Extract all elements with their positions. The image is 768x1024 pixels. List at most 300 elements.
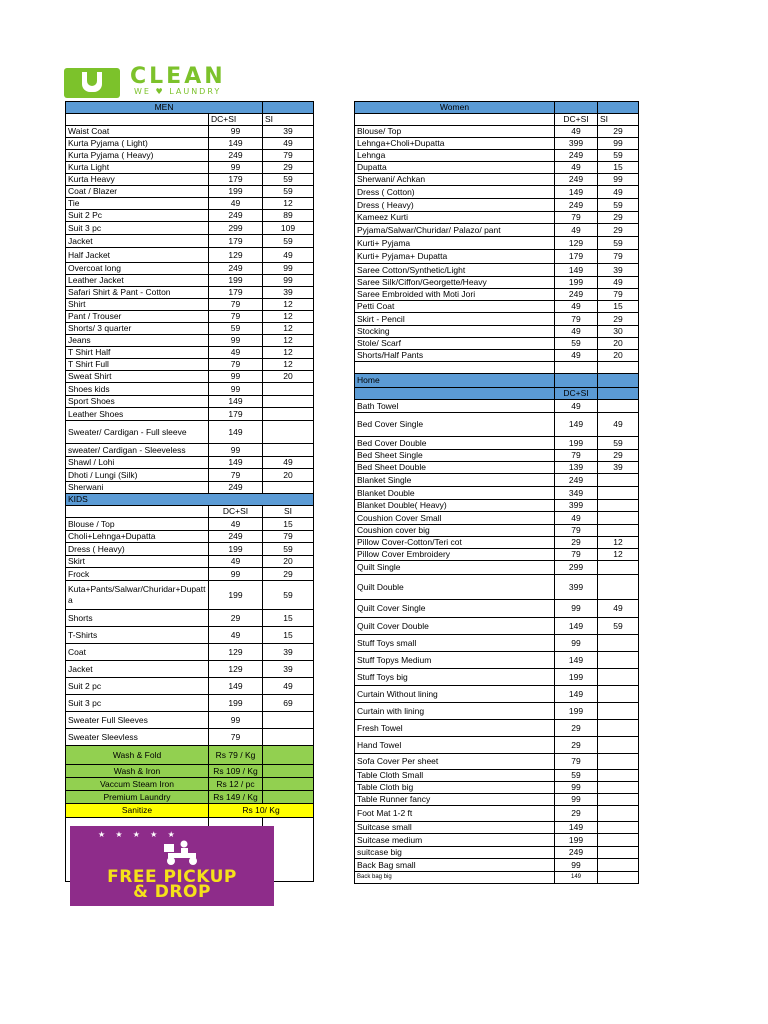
item-name: Table Cloth Small (355, 770, 555, 782)
col-si: SI (263, 506, 314, 518)
item-name: Pant / Trouser (66, 311, 209, 323)
item-name: T-Shirts (66, 627, 209, 644)
price-dcsi: 59 (209, 323, 263, 335)
col-dcsi: DC+SI (209, 506, 263, 518)
price-si: 49 (598, 277, 639, 289)
item-name: T Shirt Full (66, 359, 209, 371)
price-dcsi: 29 (555, 537, 598, 549)
table-row (66, 347, 314, 359)
table-row (355, 822, 639, 834)
table-row (66, 371, 314, 383)
table-row (66, 408, 314, 421)
price-dcsi: 199 (555, 703, 598, 720)
item-name: Sweater Sleevless (66, 729, 209, 746)
price-si (598, 635, 639, 652)
table-row (66, 275, 314, 287)
price-si: 59 (263, 543, 314, 556)
price-dcsi: 149 (555, 186, 598, 199)
item-name: Half Jacket (66, 248, 209, 263)
price-si (598, 770, 639, 782)
price-si (263, 408, 314, 421)
item-name: Table Runner fancy (355, 794, 555, 806)
item-name: Safari Shirt & Pant - Cotton (66, 287, 209, 299)
price-si: 89 (263, 210, 314, 222)
service-price: Rs 149 / Kg (209, 791, 263, 804)
item-name: Pillow Cover-Cotton/Teri cot (355, 537, 555, 549)
price-dcsi: 149 (209, 421, 263, 444)
price-dcsi: 249 (555, 150, 598, 162)
empty-cell (355, 114, 555, 126)
price-si: 12 (263, 347, 314, 359)
item-name: Dress ( Heavy) (66, 543, 209, 556)
table-row (66, 627, 314, 644)
brand-tagline: WE ♥ LAUNDRY (134, 87, 222, 96)
item-name: Dress ( Cotton) (355, 186, 555, 199)
price-dcsi: 79 (209, 311, 263, 323)
empty-cell (598, 388, 639, 400)
empty-cell (555, 102, 598, 114)
price-si: 29 (598, 313, 639, 326)
price-dcsi: 49 (209, 518, 263, 531)
price-si: 20 (263, 556, 314, 568)
table-row (66, 235, 314, 248)
left-price-table (65, 101, 314, 882)
price-dcsi: 249 (209, 263, 263, 275)
table-row (355, 277, 639, 289)
item-name: Pyjama/Salwar/Churidar/ Palazo/ pant (355, 224, 555, 237)
table-row (66, 287, 314, 299)
table-row (66, 469, 314, 482)
table-row (355, 326, 639, 338)
price-dcsi: 149 (555, 686, 598, 703)
price-dcsi: 99 (555, 635, 598, 652)
table-row (66, 444, 314, 457)
item-name: Kameez Kurti (355, 212, 555, 224)
table-row (355, 782, 639, 794)
price-dcsi: 79 (209, 469, 263, 482)
table-row (355, 437, 639, 450)
price-si (598, 794, 639, 806)
price-si (263, 729, 314, 746)
table-row (355, 174, 639, 186)
price-dcsi: 199 (555, 834, 598, 847)
item-name: Lehnga+Choli+Dupatta (355, 138, 555, 150)
item-name: T Shirt Half (66, 347, 209, 359)
price-si: 39 (263, 644, 314, 661)
service-row (66, 746, 314, 765)
item-name: Sofa Cover Per sheet (355, 754, 555, 770)
price-si (598, 561, 639, 575)
price-dcsi: 179 (209, 408, 263, 421)
price-si: 15 (598, 301, 639, 313)
table-row (355, 450, 639, 462)
item-name: Suitcase medium (355, 834, 555, 847)
empty-cell (66, 114, 209, 126)
table-row (355, 686, 639, 703)
price-dcsi: 249 (209, 150, 263, 162)
section-header-row (355, 374, 639, 388)
table-row (355, 264, 639, 277)
price-si: 99 (598, 138, 639, 150)
item-name: Dupatta (355, 162, 555, 174)
stars-icon: ★ ★ ★ ★ ★ (98, 830, 179, 839)
table-row (66, 396, 314, 408)
price-dcsi: 129 (209, 661, 263, 678)
table-row (355, 806, 639, 822)
table-row (355, 500, 639, 512)
price-dcsi: 99 (209, 444, 263, 457)
item-name: Blanket Double (355, 487, 555, 500)
price-si: 39 (263, 126, 314, 138)
table-row (355, 575, 639, 600)
empty-cell (263, 746, 314, 765)
table-row (66, 581, 314, 610)
price-dcsi: 199 (555, 437, 598, 450)
item-name: Choli+Lehnga+Dupatta (66, 531, 209, 543)
table-row (66, 556, 314, 568)
price-dcsi: 179 (209, 287, 263, 299)
table-row (355, 289, 639, 301)
column-header-row (355, 388, 639, 400)
price-dcsi: 79 (555, 754, 598, 770)
price-si (598, 720, 639, 737)
service-name: Vaccum Steam Iron (66, 778, 209, 791)
price-dcsi: 49 (555, 512, 598, 525)
table-row (66, 695, 314, 712)
col-dcsi: DC+SI (555, 388, 598, 400)
table-row (66, 126, 314, 138)
item-name: Jacket (66, 661, 209, 678)
price-si (598, 859, 639, 872)
item-name: Coat / Blazer (66, 186, 209, 198)
price-dcsi: 49 (555, 301, 598, 313)
section-title: Women (355, 102, 555, 114)
item-name: Suit 3 pc (66, 695, 209, 712)
col-si: SI (263, 114, 314, 126)
col-dcsi: DC+SI (555, 114, 598, 126)
price-si: 49 (598, 600, 639, 618)
table-row (355, 474, 639, 487)
item-name: Quilt Single (355, 561, 555, 575)
price-dcsi: 249 (209, 210, 263, 222)
empty-row (355, 362, 639, 374)
item-name: Blanket Single (355, 474, 555, 487)
item-name: Shorts/Half Pants (355, 350, 555, 362)
item-name: Sweater/ Cardigan - Full sleeve (66, 421, 209, 444)
price-dcsi: 49 (555, 126, 598, 138)
price-dcsi: 129 (209, 644, 263, 661)
table-row (355, 549, 639, 561)
table-row (355, 462, 639, 474)
price-dcsi: 139 (555, 462, 598, 474)
table-row (355, 512, 639, 525)
empty-cell (555, 374, 598, 388)
item-name: Blouse/ Top (355, 126, 555, 138)
item-name: Suit 2 pc (66, 678, 209, 695)
price-dcsi: 399 (555, 500, 598, 512)
price-dcsi: 129 (209, 248, 263, 263)
price-si: 49 (263, 678, 314, 695)
empty-cell (598, 362, 639, 374)
table-row (355, 162, 639, 174)
table-row (355, 400, 639, 413)
table-row (355, 350, 639, 362)
price-dcsi: 99 (555, 782, 598, 794)
empty-cell (598, 102, 639, 114)
price-dcsi: 49 (209, 347, 263, 359)
item-name: Stocking (355, 326, 555, 338)
price-si: 49 (598, 186, 639, 199)
column-header-row (66, 506, 314, 518)
price-dcsi: 79 (555, 313, 598, 326)
item-name: Dress ( Heavy) (355, 199, 555, 212)
u-logo-icon (64, 68, 120, 98)
item-name: suitcase big (355, 847, 555, 859)
table-row (66, 138, 314, 150)
price-dcsi: 199 (209, 543, 263, 556)
table-row (66, 323, 314, 335)
price-si (598, 575, 639, 600)
price-si: 49 (263, 138, 314, 150)
table-row (66, 712, 314, 729)
price-dcsi: 79 (209, 729, 263, 746)
item-name: Jeans (66, 335, 209, 347)
item-name: Bed Sheet Single (355, 450, 555, 462)
item-name: Stuff Toys small (355, 635, 555, 652)
item-name: Stuff Toys big (355, 669, 555, 686)
price-dcsi: 79 (555, 525, 598, 537)
price-dcsi: 399 (555, 138, 598, 150)
table-row (66, 421, 314, 444)
price-si: 79 (598, 289, 639, 301)
table-row (355, 126, 639, 138)
section-title: KIDS (66, 494, 314, 506)
price-si (598, 737, 639, 754)
item-name: Table Cloth big (355, 782, 555, 794)
price-si: 29 (263, 568, 314, 581)
table-row (355, 537, 639, 549)
item-name: Waist Coat (66, 126, 209, 138)
price-si: 99 (263, 263, 314, 275)
item-name: sweater/ Cardigan - Sleeveless (66, 444, 209, 457)
price-dcsi: 49 (209, 198, 263, 210)
item-name: Bath Towel (355, 400, 555, 413)
item-name: Kurti+ Pyjama (355, 237, 555, 250)
item-name: Quilt Cover Double (355, 618, 555, 635)
price-si: 109 (263, 222, 314, 235)
price-si: 15 (263, 627, 314, 644)
price-dcsi: 29 (555, 737, 598, 754)
price-si (598, 703, 639, 720)
price-si: 29 (598, 224, 639, 237)
item-name: Sport Shoes (66, 396, 209, 408)
item-name: Frock (66, 568, 209, 581)
price-si (598, 525, 639, 537)
price-si: 12 (598, 537, 639, 549)
table-row (355, 703, 639, 720)
table-row (66, 568, 314, 581)
item-name: Shoes kids (66, 383, 209, 396)
item-name: Sherwani/ Achkan (355, 174, 555, 186)
price-dcsi: 249 (555, 199, 598, 212)
price-dcsi: 29 (555, 720, 598, 737)
price-dcsi: 99 (209, 712, 263, 729)
price-si: 49 (263, 248, 314, 263)
price-si: 12 (263, 359, 314, 371)
item-name: Jacket (66, 235, 209, 248)
table-row (355, 487, 639, 500)
price-dcsi: 99 (209, 335, 263, 347)
brand-name: CLEAN (130, 64, 226, 89)
item-name: Lehnga (355, 150, 555, 162)
price-si: 29 (598, 212, 639, 224)
service-price: Rs 109 / Kg (209, 765, 263, 778)
price-si: 59 (598, 150, 639, 162)
item-name: Saree Cotton/Synthetic/Light (355, 264, 555, 277)
service-row (66, 765, 314, 778)
table-row (355, 872, 639, 884)
price-dcsi: 249 (555, 847, 598, 859)
table-row (355, 618, 639, 635)
pickup-text-line2: & DROP (133, 882, 211, 902)
item-name: Quilt Double (355, 575, 555, 600)
table-row (66, 150, 314, 162)
item-name: Quilt Cover Single (355, 600, 555, 618)
price-si: 39 (263, 661, 314, 678)
table-row (66, 543, 314, 556)
service-name: Wash & Iron (66, 765, 209, 778)
item-name: Bed Cover Double (355, 437, 555, 450)
empty-cell (598, 374, 639, 388)
table-row (66, 457, 314, 469)
price-dcsi: 199 (209, 695, 263, 712)
price-dcsi: 249 (209, 482, 263, 494)
price-dcsi: 29 (209, 610, 263, 627)
service-name: Sanitize (66, 804, 209, 818)
price-si: 59 (598, 437, 639, 450)
price-si: 49 (263, 457, 314, 469)
price-dcsi: 59 (555, 338, 598, 350)
table-row (355, 212, 639, 224)
delivery-rider-icon (162, 840, 202, 866)
price-dcsi: 299 (555, 561, 598, 575)
pickup-text-line1: FREE PICKUP (107, 867, 237, 887)
table-row (355, 224, 639, 237)
table-row (355, 186, 639, 199)
price-si: 15 (598, 162, 639, 174)
price-dcsi: 149 (555, 618, 598, 635)
price-si (263, 383, 314, 396)
item-name: Blouse / Top (66, 518, 209, 531)
table-row (355, 720, 639, 737)
price-dcsi: 199 (209, 186, 263, 198)
price-dcsi: 99 (209, 126, 263, 138)
price-dcsi: 249 (209, 531, 263, 543)
price-dcsi: 149 (209, 678, 263, 695)
price-si: 20 (263, 371, 314, 383)
item-name: Sweater Full Sleeves (66, 712, 209, 729)
item-name: Foot Mat 1-2 ft (355, 806, 555, 822)
price-dcsi: 199 (555, 277, 598, 289)
item-name: Pillow Cover Embroidery (355, 549, 555, 561)
table-row (355, 561, 639, 575)
table-row (66, 644, 314, 661)
item-name: Saree Embroided with Moti Jori (355, 289, 555, 301)
price-si: 30 (598, 326, 639, 338)
table-row (66, 383, 314, 396)
item-name: Overcoat long (66, 263, 209, 275)
item-name: Kuta+Pants/Salwar/Churidar+Dupatta (66, 581, 209, 610)
service-name: Premium Laundry (66, 791, 209, 804)
table-row (355, 150, 639, 162)
service-name: Wash & Fold (66, 746, 209, 765)
service-price: Rs 12 / pc (209, 778, 263, 791)
table-row (66, 335, 314, 347)
free-pickup-banner (70, 826, 274, 906)
section-title: MEN (66, 102, 263, 114)
price-dcsi: 49 (555, 224, 598, 237)
uclean-logo (64, 66, 264, 100)
item-name: Sweat Shirt (66, 371, 209, 383)
price-dcsi: 149 (209, 457, 263, 469)
item-name: Hand Towel (355, 737, 555, 754)
price-dcsi: 99 (209, 568, 263, 581)
price-si (598, 834, 639, 847)
price-dcsi: 99 (209, 383, 263, 396)
item-name: Petti Coat (355, 301, 555, 313)
price-dcsi: 49 (555, 326, 598, 338)
table-row (355, 413, 639, 437)
price-si (263, 444, 314, 457)
price-dcsi: 349 (555, 487, 598, 500)
service-row (66, 791, 314, 804)
item-name: Coushion Cover Small (355, 512, 555, 525)
empty-cell (263, 778, 314, 791)
item-name: Leather Shoes (66, 408, 209, 421)
table-row (66, 482, 314, 494)
item-name: Bed Sheet Double (355, 462, 555, 474)
item-name: Sherwani (66, 482, 209, 494)
item-name: Shorts/ 3 quarter (66, 323, 209, 335)
price-dcsi: 149 (555, 872, 598, 884)
price-si: 39 (263, 287, 314, 299)
price-si: 15 (263, 518, 314, 531)
price-si (598, 652, 639, 669)
item-name: Leather Jacket (66, 275, 209, 287)
table-row (66, 729, 314, 746)
table-row (66, 610, 314, 627)
price-si (598, 474, 639, 487)
price-si: 29 (598, 126, 639, 138)
table-row (355, 669, 639, 686)
table-row (355, 199, 639, 212)
price-dcsi: 149 (555, 264, 598, 277)
section-header-row (355, 102, 639, 114)
table-row (66, 210, 314, 222)
item-name: Kurta Light (66, 162, 209, 174)
price-si: 15 (263, 610, 314, 627)
table-row (355, 138, 639, 150)
empty-cell (555, 362, 598, 374)
price-dcsi: 99 (555, 794, 598, 806)
price-si (598, 822, 639, 834)
empty-cell (263, 102, 314, 114)
price-si: 59 (598, 199, 639, 212)
col-si: SI (598, 114, 639, 126)
price-dcsi: 299 (209, 222, 263, 235)
price-dcsi: 79 (555, 549, 598, 561)
price-si (598, 806, 639, 822)
